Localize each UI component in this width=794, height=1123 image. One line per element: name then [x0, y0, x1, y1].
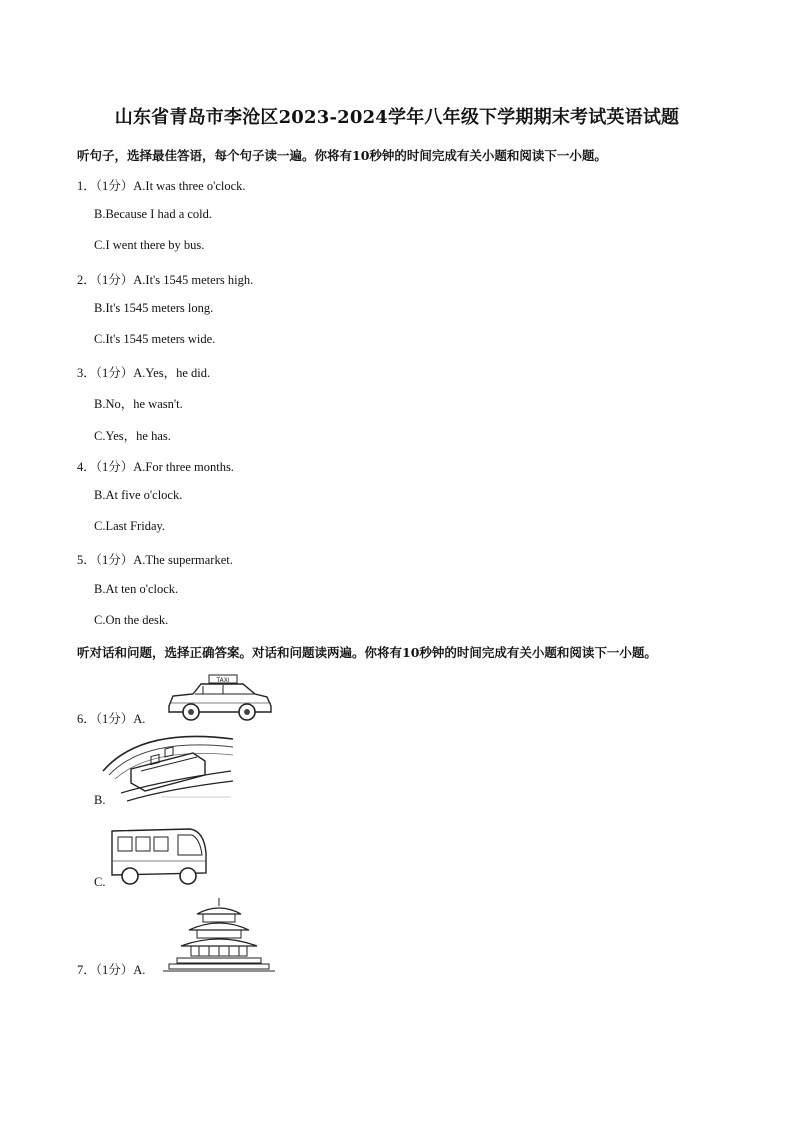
question-2-stem: 2．（1分）A.It's 1545 meters high.: [77, 273, 254, 287]
question-5-option-c: C.On the desk.: [94, 613, 169, 627]
question-2-option-c: C.It's 1545 meters wide.: [94, 332, 216, 346]
question-6-option-c: C.: [94, 875, 106, 889]
section1-instruction: 听句子，选择最佳答语，每个句子读一遍。你将有10秒钟的时间完成有关小题和阅读下一小题。: [77, 148, 607, 163]
question-4-option-c: C.Last Friday.: [94, 519, 166, 533]
question-4-option-b: B.At five o'clock.: [94, 488, 183, 502]
train-image: [101, 731, 236, 803]
question-5-option-b: B.At ten o'clock.: [94, 582, 179, 596]
question-1-stem: 1．（1分）A.It was three o'clock.: [77, 179, 246, 193]
question-6-option-b: B.: [94, 793, 106, 807]
taxi-sign-text: TAXI: [216, 677, 230, 684]
bus-image: [108, 823, 212, 889]
question-1-option-b: B.Because I had a cold.: [94, 207, 213, 221]
section2-instruction: 听对话和问题，选择正确答案。对话和问题读两遍。你将有10秒钟的时间完成有关小题和阅读下一小题。: [77, 645, 657, 660]
question-7-stem: 7．（1分）A.: [77, 963, 146, 977]
temple-of-heaven-image: [163, 896, 275, 974]
question-4-stem: 4．（1分）A.For three months.: [77, 460, 234, 474]
question-1-option-c: C.I went there by bus.: [94, 238, 205, 252]
question-3-option-b: B.No，he wasn't.: [94, 397, 183, 411]
page-title: 山东省青岛市李沧区2023-2024学年八年级下学期期末考试英语试题: [114, 107, 680, 128]
question-3-stem: 3．（1分）A.Yes，he did.: [77, 366, 211, 380]
question-2-option-b: B.It's 1545 meters long.: [94, 301, 214, 315]
question-6-stem: 6．（1分）A.: [77, 712, 146, 726]
question-5-stem: 5．（1分）A.The supermarket.: [77, 553, 233, 567]
taxi-image: [163, 672, 275, 724]
question-3-option-c: C.Yes，he has.: [94, 429, 171, 443]
